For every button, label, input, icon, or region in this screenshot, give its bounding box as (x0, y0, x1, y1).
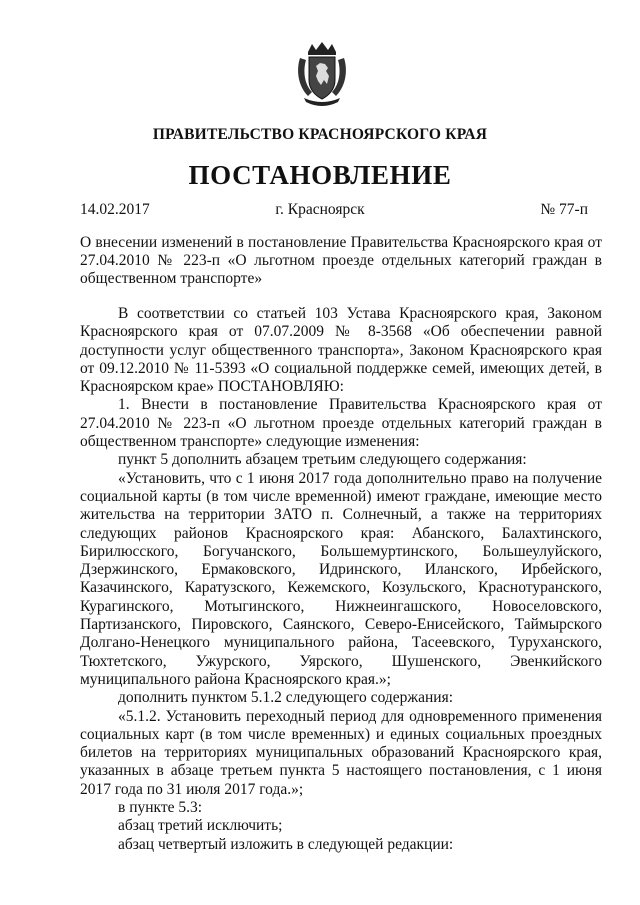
paragraph: «Установить, что с 1 июня 2017 года дополнительно право на получение социальной карты (в том числе временной) имеют граждане, имеющие место жительства на территории ЗАТО п. Солнечный, а также на территориях следующих районов Красноярского края: Абанского, Балахтинского, Бирилюсского, Богучанского, Большемуртинского, Большеулуйского, Дзержинского, Ермаковского, Идринского, Иланского, Ирбейского, Казачинского, Каратузского, Кежемского, Козульского, Краснотуранского, Курагинского, Мотыгинского, Нижнеингашского, Новоселовского, Партизанского, Пировского, Саянского, Северо-Енисейского, Таймырского Долгано-Ненецкого муниципального района, Тасеевского, Туруханского, Тюхтетского, Ужурского, Уярского, Шушенского, Эвенкийского муниципального района Красноярского края.»; (80, 469, 602, 688)
paragraph: «5.1.2. Установить переходный период для одновременного применения социальных карт (в том числе временных) и единых социальных проездных билетов на территориях муниципальных образований Красноярского края, указанных в абзаце третьем пункта 5 настоящего постановления, с 1 июня 2017 года по 31 июля 2017 года.»; (80, 707, 602, 798)
document-number: № 77-п (540, 201, 588, 218)
paragraph: абзац четвертый изложить в следующей редакции: (118, 835, 454, 853)
document-type-title: ПОСТАНОВЛЕНИЕ (188, 160, 452, 190)
document-subject: О внесении изменений в постановление Правительства Красноярского края от 27.04.2010 № 223-п «О льготном проезде отдельных категорий граждан в общественном транспорте» (80, 234, 602, 287)
paragraph: абзац третий исключить; (118, 817, 283, 835)
coat-of-arms-emblem (294, 40, 350, 106)
document-date: 14.02.2017 (80, 201, 150, 218)
government-title: ПРАВИТЕЛЬСТВО КРАСНОЯРСКОГО КРАЯ (152, 126, 488, 143)
paragraph: В соответствии со статьей 103 Устава Красноярского края, Законом Красноярского края от 07.07.2009 № 8-3568 «Об обеспечении равной доступности услуг общественного транспорта», Законом Красноярского края от 09.12.2010 № 11-5393 «О социальной поддержке семей, имеющих детей, в Красноярском крае» ПОСТАНОВЛЯЮ: (80, 305, 602, 396)
paragraph: дополнить пунктом 5.1.2 следующего содержания: (118, 689, 453, 707)
paragraph: 1. Внести в постановление Правительства Красноярского края от 27.04.2010 № 223-п «О льготном проезде отдельных категорий граждан в общественном транспорте» следующие изменения: (80, 396, 602, 451)
document-city: г. Красноярск (275, 201, 365, 218)
coat-of-arms-icon (294, 40, 350, 106)
paragraph: пункт 5 дополнить абзацем третьим следующего содержания: (118, 451, 527, 469)
paragraph: в пункте 5.3: (118, 799, 203, 817)
document-body (80, 305, 602, 854)
